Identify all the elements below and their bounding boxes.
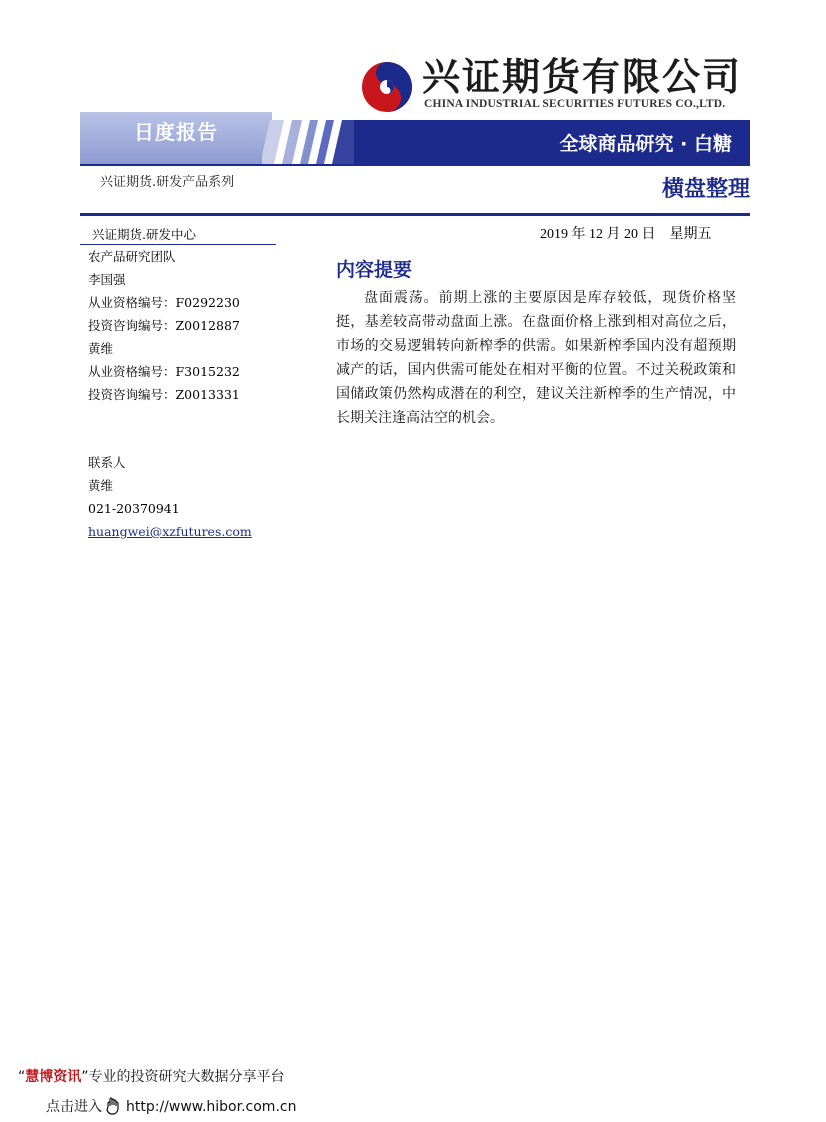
analyst-name: 李国强 [88, 272, 126, 287]
enter-label: 点击进入 [46, 1099, 102, 1115]
footer-tagline-line [18, 1066, 285, 1086]
sidebar-rule [80, 244, 276, 245]
footer-link-line [46, 1096, 296, 1116]
contact-name: 黄维 [88, 478, 114, 493]
quote-open: “ [18, 1069, 26, 1085]
team-name: 农产品研究团队 [88, 249, 176, 264]
research-center-label: 兴证期货.研发中心 [92, 227, 196, 242]
summary-heading: 内容提要 [336, 259, 413, 281]
contact-email-link[interactable]: huangwei@xzfutures.com [88, 524, 252, 539]
product-series-label: 兴证期货.研发产品系列 [100, 175, 235, 190]
analyst-consulting-number: 投资咨询编号：Z0013331 [88, 387, 240, 402]
footer-brand: 慧博资讯 [25, 1069, 82, 1085]
analyst-name: 黄维 [88, 341, 114, 356]
header-stripes [262, 120, 360, 164]
footer-url-link[interactable]: http://www.hibor.com.cn [126, 1099, 297, 1115]
hand-pointer-icon [104, 1097, 124, 1115]
analyst-qualification-number: 从业资格编号：F3015232 [88, 364, 240, 379]
contact-label: 联系人 [88, 455, 126, 470]
footer-tagline: 专业的投资研究大数据分享平台 [88, 1069, 285, 1085]
summary-paragraph: 盘面震荡。前期上涨的主要原因是库存较低，现货价格坚挺，基差较高带动盘面上涨。在盘面价格上涨到相对高位之后，市场的交易逻辑转向新榨季的供需。如果新榨季国内没有超预期减产的话，国内供需可能处在相对平衡的位置。不过关税政策和国储政策仍然构成潜在的利空，建议关注新榨季的生产情况，中长期关注逢高沽空的机会。 [336, 290, 736, 426]
report-headline: 横盘整理 [661, 177, 750, 202]
header-rule [80, 164, 750, 166]
company-name-en: CHINA INDUSTRIAL SECURITIES FUTURES CO.,LTD. [424, 98, 726, 110]
report-date: 2019 年 12 月 20 日 星期五 [540, 227, 712, 242]
report-type-label: 日度报告 [134, 120, 218, 144]
company-name-cn: 兴证期货有限公司 [422, 54, 743, 99]
contact-phone: 021-20370941 [88, 501, 180, 516]
headline-rule [80, 213, 750, 216]
analyst-consulting-number: 投资咨询编号：Z0012887 [88, 318, 240, 333]
quote-close: ” [81, 1069, 89, 1085]
company-logo-icon [360, 60, 414, 114]
analyst-qualification-number: 从业资格编号：F0292230 [88, 295, 240, 310]
section-title: 全球商品研究 · 白糖 [559, 133, 732, 155]
